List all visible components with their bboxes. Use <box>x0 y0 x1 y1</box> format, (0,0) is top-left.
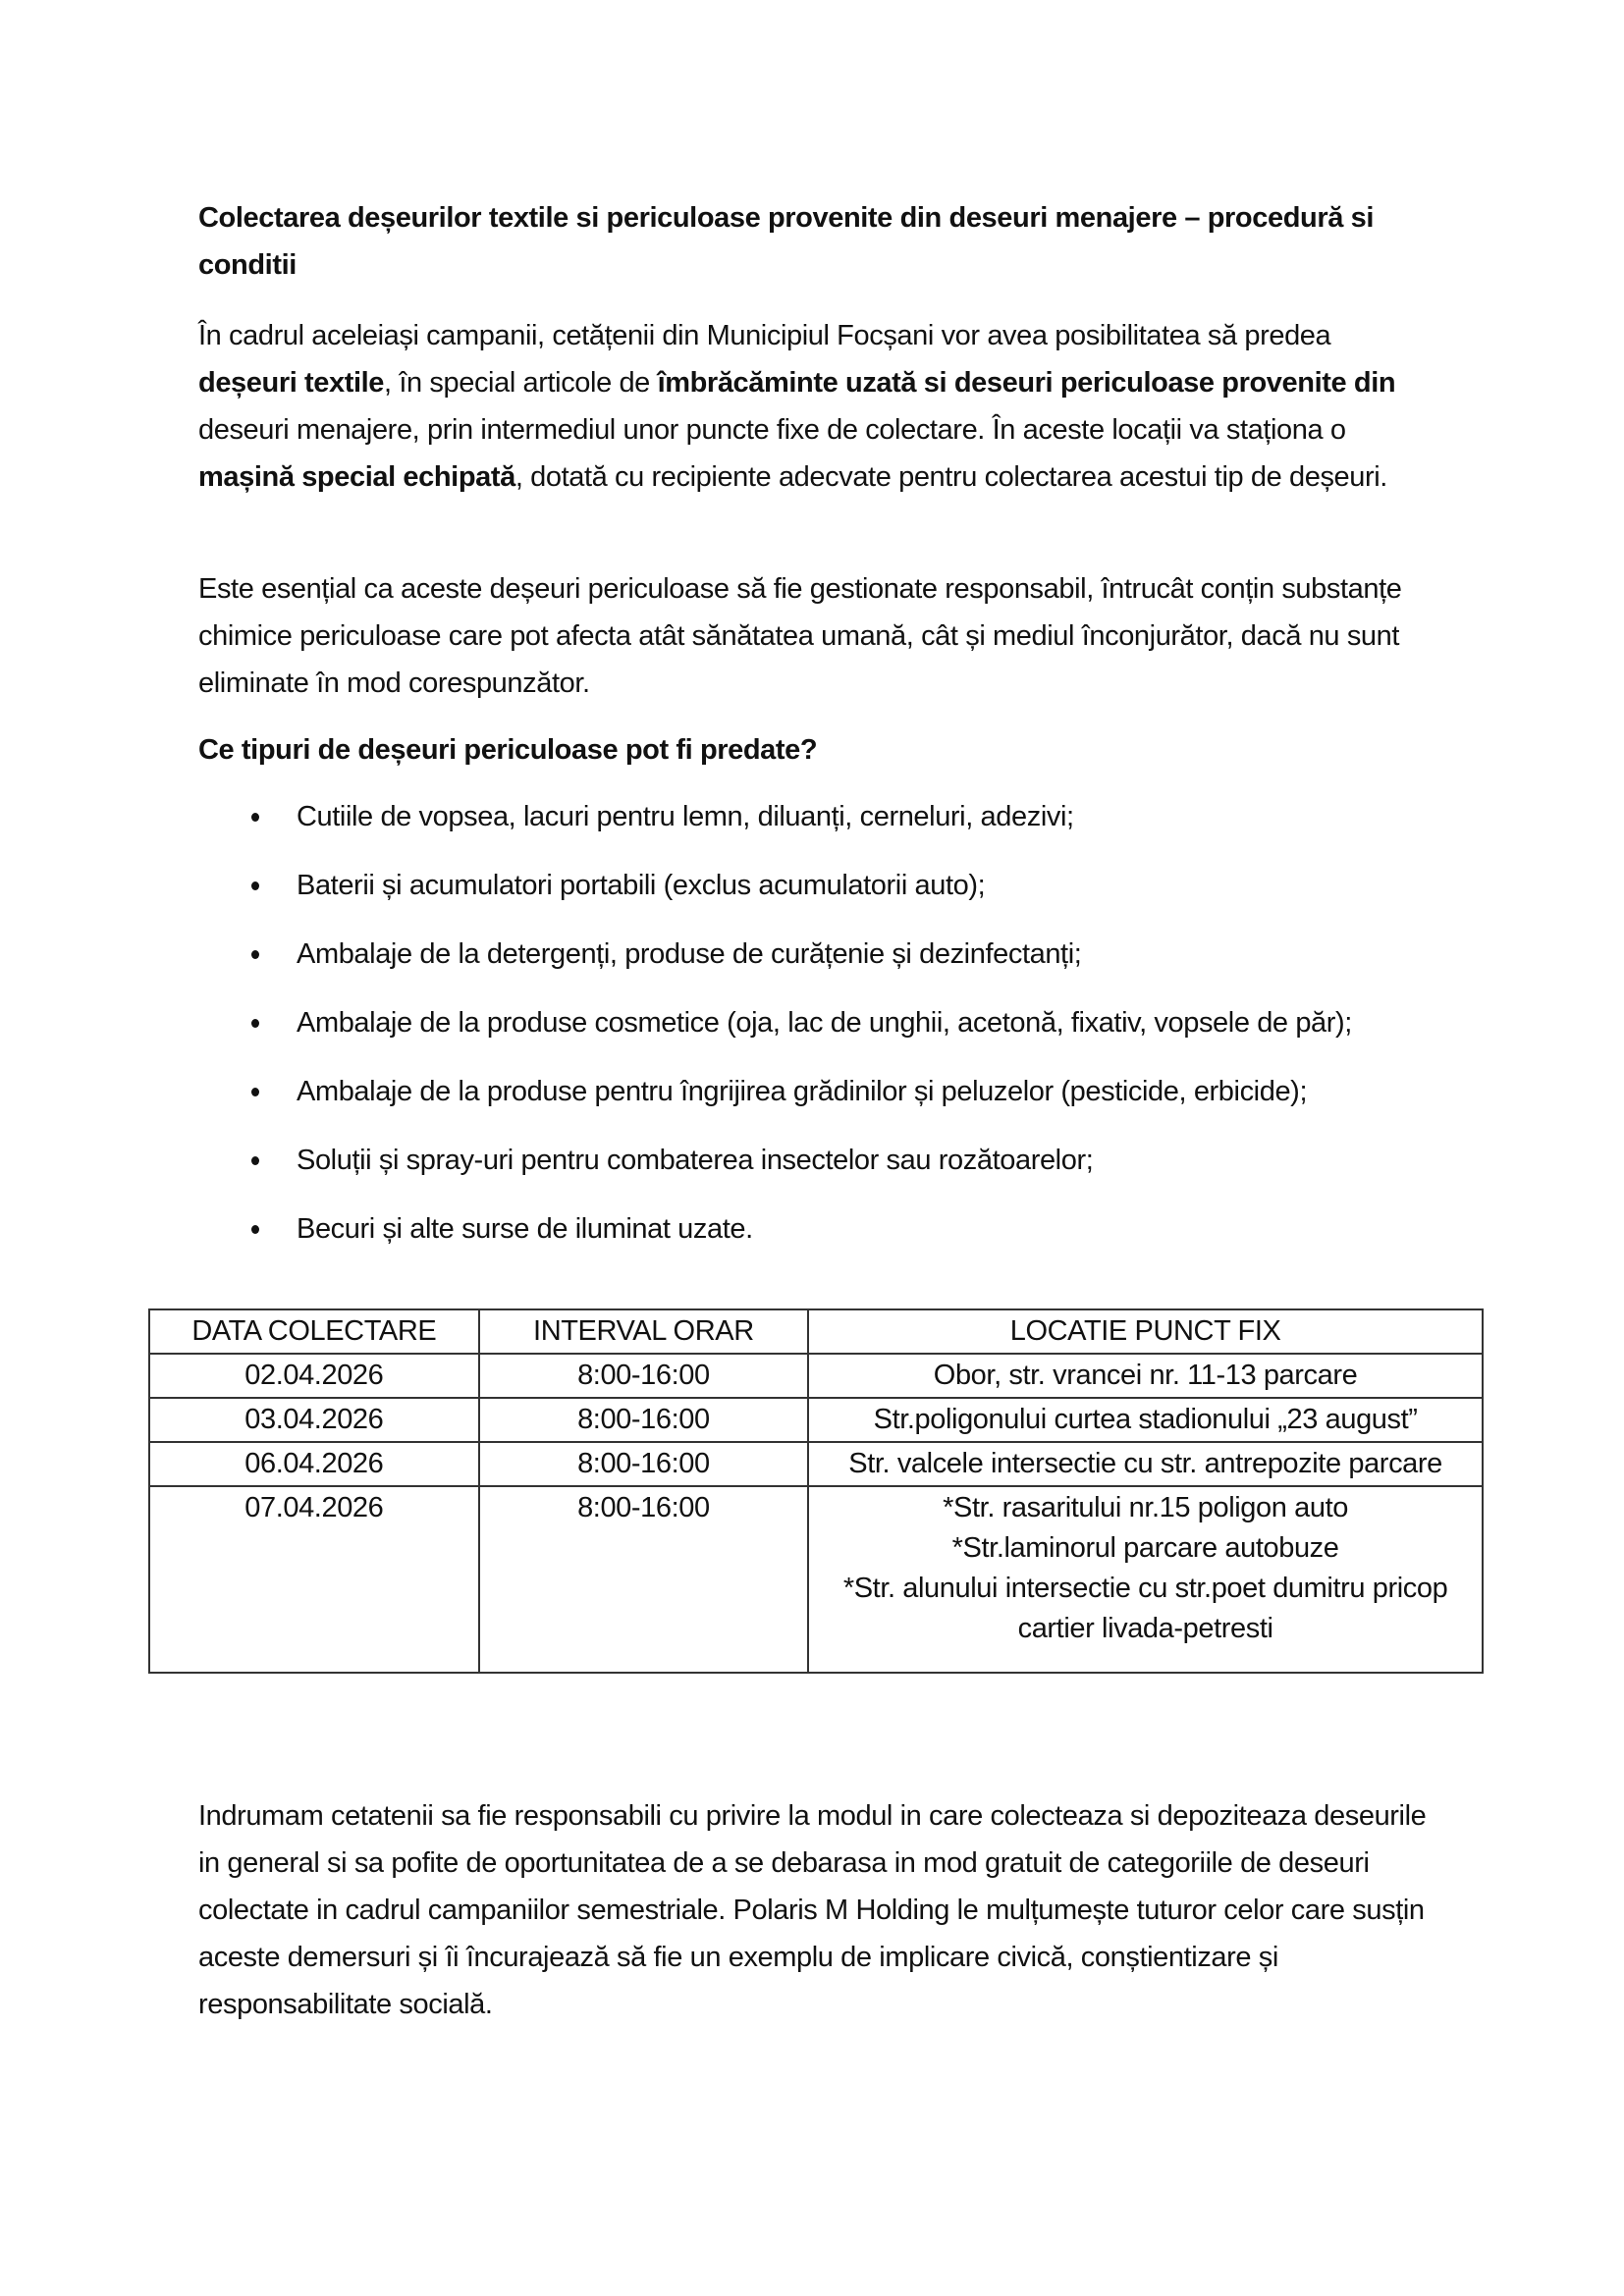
header-interval: INTERVAL ORAR <box>479 1309 809 1354</box>
list-item-text: Ambalaje de la detergenți, produse de curățenie și dezinfectanți; <box>297 938 1082 970</box>
cell-date: 07.04.2026 <box>149 1486 479 1673</box>
header-location: LOCATIE PUNCT FIX <box>808 1309 1483 1354</box>
intro-bold-1: deșeuri textile <box>198 367 385 399</box>
list-item-text: Cutiile de vopsea, lacuri pentru lemn, diluanți, cerneluri, adezivi; <box>297 801 1074 832</box>
location-line: Str. valcele intersectie cu str. antrepozite parcare <box>848 1448 1442 1479</box>
cell-interval: 8:00-16:00 <box>479 1486 809 1673</box>
list-item <box>198 1137 1475 1205</box>
location-line: Str.poligonului curtea stadionului „23 august” <box>873 1404 1418 1435</box>
intro-text-1: În cadrul aceleiași campanii, cetățenii din Municipiul Focșani vor avea posibilitatea să predea <box>198 320 1331 351</box>
header-date: DATA COLECTARE <box>149 1309 479 1354</box>
table-row <box>149 1398 1483 1442</box>
location-line: *Str. rasaritului nr.15 poligon auto <box>943 1492 1348 1523</box>
list-item <box>198 1205 1475 1274</box>
table-row <box>149 1354 1483 1398</box>
cell-location <box>808 1442 1483 1486</box>
location-line: *Str. alunului intersectie cu str.poet dumitru pricop cartier livada-petresti <box>842 1573 1448 1644</box>
list-item-text: Becuri și alte surse de iluminat uzate. <box>297 1213 753 1245</box>
bullet-icon <box>251 1088 259 1096</box>
list-item <box>198 862 1475 931</box>
list-item <box>198 931 1475 999</box>
cell-location <box>808 1398 1483 1442</box>
intro-text-4: , dotată cu recipiente adecvate pentru colectarea acestui tip de deșeuri. <box>514 461 1387 493</box>
list-item <box>198 999 1475 1068</box>
cell-date: 03.04.2026 <box>149 1398 479 1442</box>
intro-paragraph <box>198 312 1435 501</box>
cell-location <box>808 1486 1483 1673</box>
list-item <box>198 1068 1475 1137</box>
list-item-text: Soluții și spray-uri pentru combaterea insectelor sau rozătoarelor; <box>297 1145 1094 1176</box>
cell-date: 06.04.2026 <box>149 1442 479 1486</box>
hazardous-waste-list <box>198 793 1475 1274</box>
list-item-text: Ambalaje de la produse pentru îngrijirea grădinilor și peluzelor (pesticide, erbicide); <box>297 1076 1308 1107</box>
cell-location <box>808 1354 1483 1398</box>
bullet-icon <box>251 1225 259 1234</box>
intro-bold-3: mașină special echipată <box>198 461 515 493</box>
intro-text-2: , în special articole de <box>384 367 658 399</box>
intro-text-3: deseuri menajere, prin intermediul unor puncte fixe de colectare. În aceste locații va staționa o <box>198 414 1346 446</box>
bullet-icon <box>251 1156 259 1165</box>
list-item <box>198 793 1475 862</box>
list-item-text: Baterii și acumulatori portabili (exclus acumulatorii auto); <box>297 870 986 901</box>
table-row <box>149 1442 1483 1486</box>
cell-interval: 8:00-16:00 <box>479 1354 809 1398</box>
bullet-icon <box>251 950 259 959</box>
cell-interval: 8:00-16:00 <box>479 1398 809 1442</box>
bullet-icon <box>251 881 259 890</box>
bullet-icon <box>251 813 259 822</box>
collection-schedule-table <box>148 1308 1484 1674</box>
closing-paragraph: Indrumam cetatenii sa fie responsabili cu privire la modul in care colecteaza si depoziteaza deseurile in general si sa pofite de oportunitatea de a se debarasa in mod gratuit de categoriile de deseuri colectate in cadrul campaniilor semestriale. Polaris M Holding le mulțumește tuturor celor care susțin aceste demersuri și îi încurajează să fie un exemplu de implicare civică, conștientizare și responsabilitate socială. <box>198 1800 1427 2020</box>
list-item-text: Ambalaje de la produse cosmetice (oja, lac de unghii, acetonă, fixativ, vopsele de păr); <box>297 1007 1352 1039</box>
intro-bold-2: îmbrăcăminte uzată si deseuri periculoase provenite din <box>657 367 1396 399</box>
list-heading: Ce tipuri de deșeuri periculoase pot fi predate? <box>198 734 818 766</box>
cell-interval: 8:00-16:00 <box>479 1442 809 1486</box>
document-title: Colectarea deșeurilor textile si periculoase provenite din deseuri menajere – procedură si conditii <box>198 202 1374 281</box>
cell-date: 02.04.2026 <box>149 1354 479 1398</box>
table-header-row <box>149 1309 1483 1354</box>
bullet-icon <box>251 1019 259 1028</box>
importance-paragraph: Este esențial ca aceste deșeuri periculoase să fie gestionate responsabil, întrucât conțin substanțe chimice periculoase care pot afecta atât sănătatea umană, cât și mediul înconjurător, dacă nu sunt eliminate în mod corespunzător. <box>198 573 1402 699</box>
location-line: Obor, str. vrancei nr. 11-13 parcare <box>933 1360 1358 1391</box>
location-line: *Str.laminorul parcare autobuze <box>951 1532 1339 1564</box>
table-row <box>149 1486 1483 1673</box>
